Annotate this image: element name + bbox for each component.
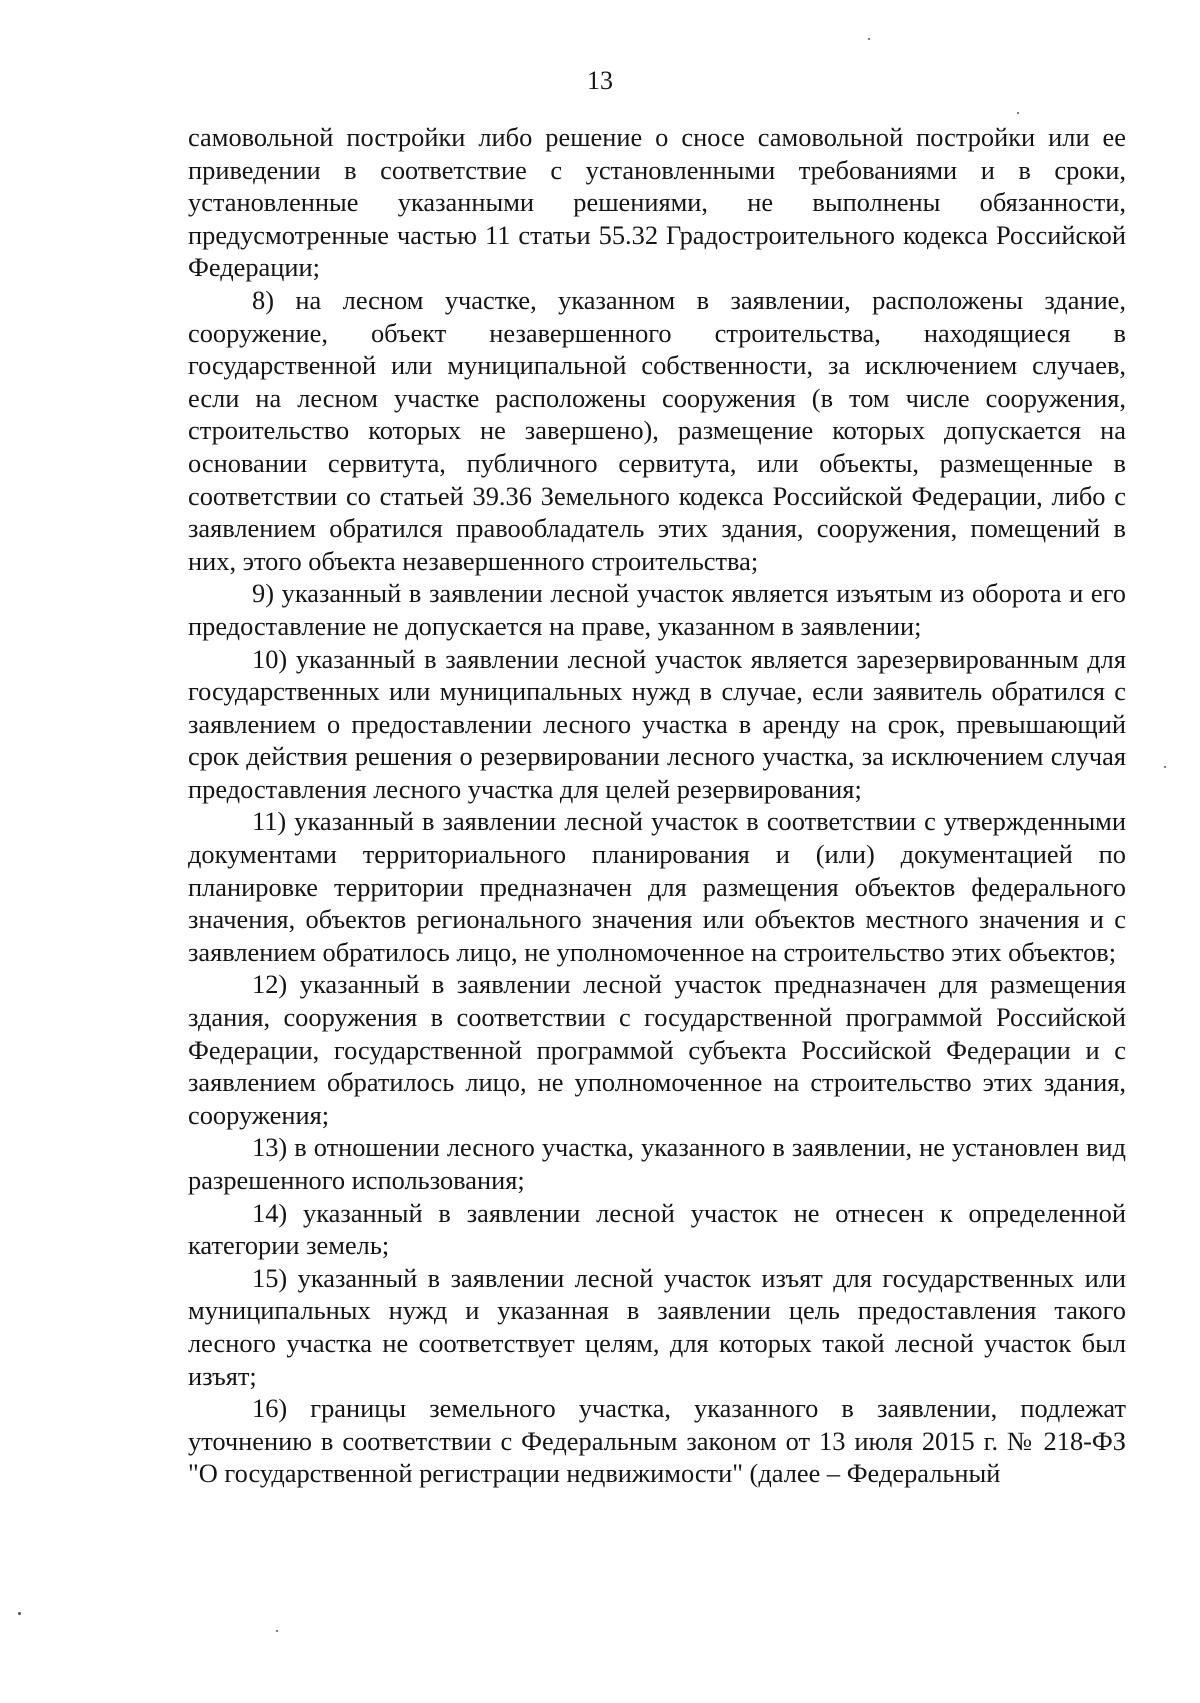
paragraph-item-13: 13) в отношении лесного участка, указанного в заявлении, не установлен вид разрешенного использования;: [188, 1132, 1126, 1195]
page-number: 13: [587, 66, 613, 95]
paragraph-item-16: 16) границы земельного участка, указанного в заявлении, подлежат уточнению в соответствии с Федеральным законом от 13 июля 2015 г. № 218-ФЗ "О государственной регистрации недвижимости" (далее – Федеральный: [188, 1393, 1126, 1489]
scan-speck: [1017, 112, 1019, 114]
document-body: [188, 121, 1126, 1490]
paragraph-item-9: 9) указанный в заявлении лесной участок является изъятым из оборота и его предоставление не допускается на праве, указанном в заявлении;: [188, 578, 1126, 641]
scan-speck: [18, 1612, 21, 1615]
scan-speck: [868, 38, 870, 40]
paragraph-item-10: 10) указанный в заявлении лесной участок является зарезервированным для государственных или муниципальных нужд в случае, если заявитель обратился с заявлением о предоставлении лесного участка в аренду на срок, превышающий срок действия решения о резервировании лесного участка, за исключением случая предоставления лесного участка для целей резервирования;: [188, 643, 1126, 804]
paragraph-item-14: 14) указанный в заявлении лесной участок не отнесен к определенной категории земель;: [188, 1197, 1126, 1261]
paragraph-item-11: 11) указанный в заявлении лесной участок в соответствии с утвержденными документами территориального планирования и (или) документацией по планировке территории предназначен для размещения объектов федерального значения, объектов регионального значения или объектов местного значения и с заявлением обратилось лицо, не уполномоченное на строительство этих объектов;: [188, 806, 1126, 967]
scan-speck: [1164, 766, 1166, 768]
paragraph-continuation: самовольной постройки либо решение о сносе самовольной постройки или ее приведении в соответствие с установленными требованиями и в сроки, установленные указанными решениями, не выполнены обязанности, предусмотренные частью 11 статьи 55.32 Градостроительного кодекса Российской Федерации;: [188, 122, 1126, 283]
paragraph-item-8: 8) на лесном участке, указанном в заявлении, расположены здание, сооружение, объект незавершенного строительства, находящиеся в государственной или муниципальной собственности, за исключением случаев, если на лесном участке расположены сооружения (в том числе сооружения, строительство которых не завершено), размещение которых допускается на основании сервитута, публичного сервитута, или объекты, размещенные в соответствии со статьей 39.36 Земельного кодекса Российской Федерации, либо с заявлением обратился правообладатель этих здания, сооружения, помещений в них, этого объекта незавершенного строительства;: [188, 284, 1126, 576]
scan-speck: [276, 1630, 278, 1632]
paragraph-item-15: 15) указанный в заявлении лесной участок изъят для государственных или муниципальных нужд и указанная в заявлении цель предоставления такого лесного участка не соответствует целям, для которых такой лесной участок был изъят;: [188, 1262, 1126, 1391]
paragraph-item-12: 12) указанный в заявлении лесной участок предназначен для размещения здания, сооружения в соответствии с государственной программой Российской Федерации, государственной программой субъекта Российской Федерации и с заявлением обратилось лицо, не уполномоченное на строительство этих здания, сооружения;: [188, 969, 1126, 1130]
